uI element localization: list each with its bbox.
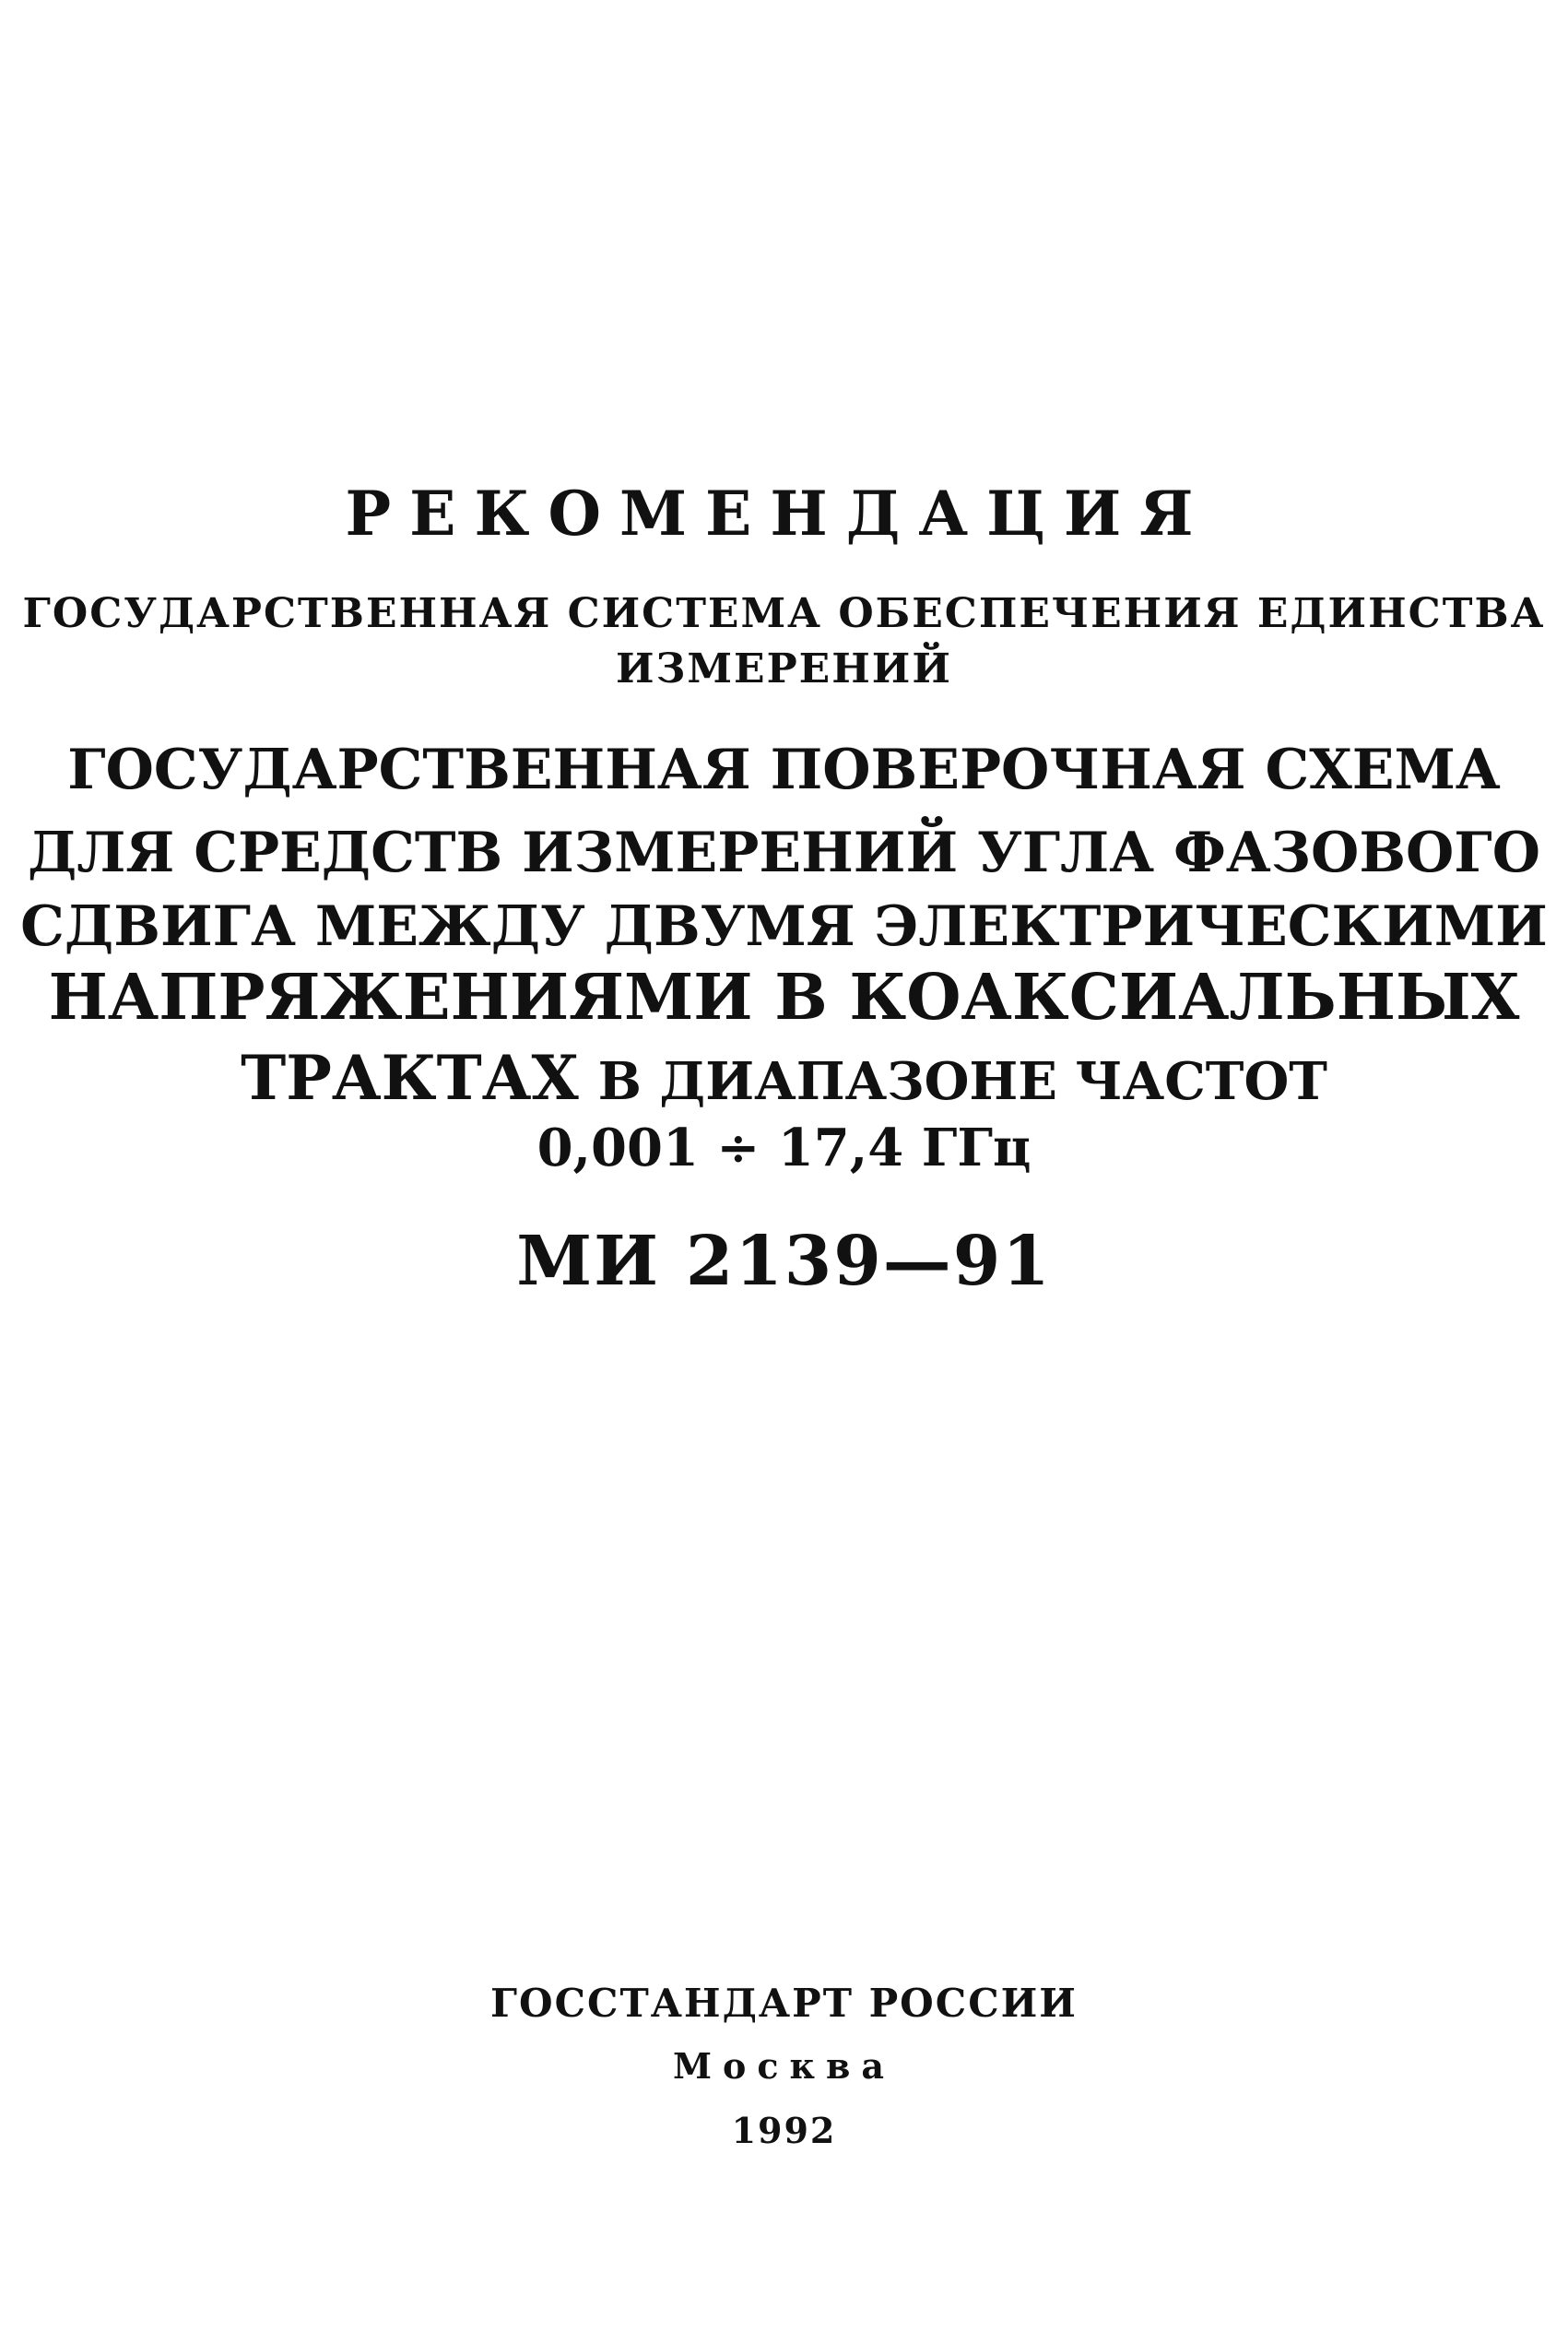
- title-line-1: ГОСУДАРСТВЕННАЯ ПОВЕРОЧНАЯ СХЕМА: [67, 738, 1501, 802]
- title-line-5: [0, 1042, 1568, 1114]
- title-line-2: ДЛЯ СРЕДСТВ ИЗМЕРЕНИЙ УГЛА ФАЗОВОГО: [27, 821, 1540, 885]
- frequency-range: 0,001 ÷ 17,4 ГГц: [536, 1118, 1032, 1178]
- series-title-line-2: ИЗМЕРЕНИЙ: [616, 645, 952, 692]
- title-line-5-rest: В ДИАПАЗОНЕ ЧАСТОТ: [597, 1051, 1327, 1112]
- document-code: МИ 2139—91: [516, 1222, 1052, 1301]
- city: Москва: [672, 2045, 895, 2087]
- series-title-line-1: ГОСУДАРСТВЕННАЯ СИСТЕМА ОБЕСПЕЧЕНИЯ ЕДИНСТВА: [22, 590, 1546, 637]
- title-line-3: СДВИГА МЕЖДУ ДВУМЯ ЭЛЕКТРИЧЕСКИМИ: [20, 894, 1548, 959]
- title-line-4: НАПРЯЖЕНИЯМИ В КОАКСИАЛЬНЫХ: [48, 961, 1520, 1035]
- year: 1992: [731, 2110, 837, 2151]
- title-line-5-first-word: ТРАКТАХ: [241, 1042, 579, 1114]
- publisher: ГОССТАНДАРТ РОССИИ: [490, 1981, 1078, 2026]
- document-type: РЕКОМЕНДАЦИЯ: [345, 478, 1212, 550]
